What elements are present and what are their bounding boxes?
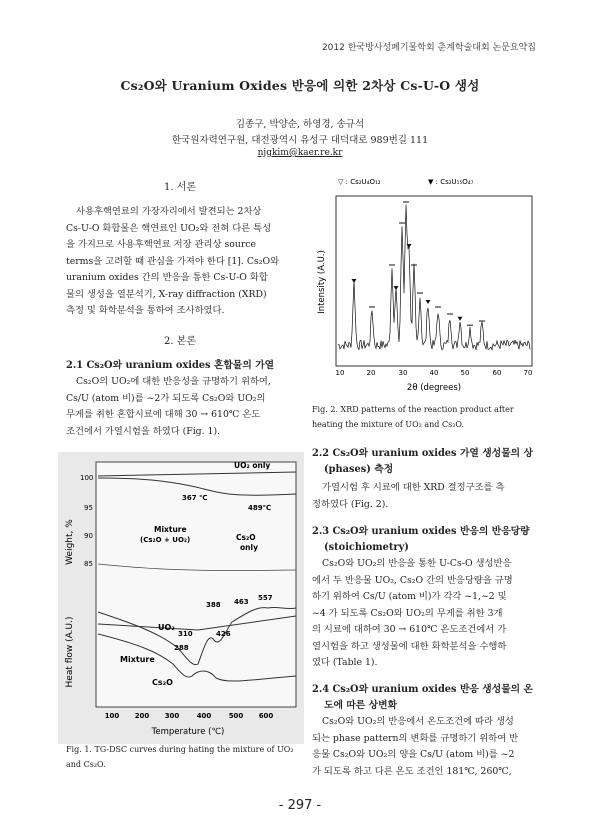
- x-tick-label: 70: [523, 369, 533, 377]
- proceedings-header: 2012 한국방사성폐기물학회 춘계학술대회 논문요약집: [321, 43, 536, 53]
- s23-line: 의 시료에 대하여 30 → 610℃ 온도조건에서 가: [312, 624, 507, 635]
- temp-367-label: 367 ℃: [182, 494, 208, 502]
- x-tick-label: 300: [164, 712, 180, 720]
- uo2-dsc-label: UO₂: [158, 623, 175, 632]
- y-tick-label: 95: [84, 504, 93, 512]
- paper-title: Cs₂O와 Uranium Oxides 반응에 의한 2차상 Cs-U-O 생성: [120, 78, 480, 93]
- section-2-4-heading: [312, 682, 538, 714]
- intro-line: uranium oxides 간의 반응을 통한 Cs-U-O 화합: [66, 272, 268, 283]
- fig1-ylabel-weight: Weight, %: [65, 519, 75, 565]
- section-2-3-heading: [312, 524, 538, 556]
- figure-1-tg-dsc: [58, 452, 304, 744]
- peak-426-label: 426: [216, 630, 231, 638]
- x-tick-label: 60: [492, 369, 502, 377]
- peak-288-label: 288: [174, 644, 189, 652]
- s21-line: Cs/U (atom 비)를 ~2가 되도록 Cs₂O와 UO₂의: [66, 392, 266, 404]
- figure-2-xrd: [310, 172, 536, 394]
- section-2-2-paragraph: [312, 480, 538, 513]
- s24-line: 가 되도록 하고 다른 온도 조건인 181℃, 260℃,: [312, 765, 512, 777]
- s22-heading-line: 2.2 Cs₂O와 uranium oxides 가열 생성물의 상: [312, 448, 534, 459]
- body-heading: 2. 본론: [163, 336, 197, 347]
- only-label: only: [240, 543, 258, 552]
- cs2o-dsc-label: Cs₂O: [152, 678, 173, 687]
- legend-filled-triangle: ▼ : Cs₂U₁₅O₄₇: [428, 178, 474, 186]
- intro-paragraph: [66, 204, 302, 320]
- s24-line: 되는 phase pattern의 변화를 규명하기 위하여 반: [312, 732, 519, 744]
- intro-line: 사용후핵연료의 가장자리에서 발견되는 2차상: [76, 206, 262, 217]
- intro-heading: 1. 서론: [163, 182, 197, 193]
- uo2-only-label: UO₂ only: [234, 461, 271, 470]
- figure-1-caption: [66, 742, 306, 772]
- intro-line: 을 가지므로 사용후핵연료 저장 관리상 source: [66, 239, 256, 250]
- s21-line: 무게를 취한 혼합시료에 대해 30 → 610℃ 온도: [66, 409, 261, 420]
- figure-2-caption-line: Fig. 2. XRD patterns of the reaction product after: [312, 405, 514, 414]
- cs2o-label: Cs₂O: [236, 533, 256, 542]
- phase-markers: [352, 202, 486, 325]
- section-2-2-heading: [312, 446, 538, 478]
- figure-1-caption-line: and Cs₂O.: [66, 760, 106, 769]
- s24-heading-line: 2.4 Cs₂O와 uranium oxides 반응 생성물의 온: [312, 684, 534, 695]
- temp-489-label: 489℃: [248, 504, 272, 512]
- legend-open-triangle: ▽ : Cs₂U₄O₁₂: [338, 178, 381, 186]
- peak-388-label: 388: [206, 601, 221, 609]
- figure-1-caption-line: Fig. 1. TG-DSC curves during hating the mixture of UO₂: [66, 745, 294, 754]
- filled-phase-marker: [458, 317, 463, 321]
- s24-line: 응물 Cs₂O와 UO₂의 양을 Cs/U (atom 비)를 ~2: [312, 749, 515, 760]
- s21-line: 조건에서 가열시험을 하였다 (Fig. 1).: [66, 425, 221, 437]
- s23-line: ~4 가 되도록 Cs₂O와 UO₂의 무게를 취한 3개: [312, 607, 503, 619]
- mixture-formula-label: (Cs₂O + UO₂): [140, 536, 191, 544]
- s23-line: 였다 (Table 1).: [312, 657, 378, 668]
- paper-authors: 김종구, 박양순, 하영경, 송규석: [235, 119, 365, 130]
- filled-phase-marker: [407, 244, 412, 248]
- fig2-ylabel: Intensity (A.U.): [317, 250, 327, 314]
- x-tick-label: 500: [228, 712, 244, 720]
- intro-line: 물의 생성을 열분석기, X-ray diffraction (XRD): [66, 288, 267, 300]
- s23-line: 에서 두 반응물 UO₂, Cs₂O 간의 반응당량을 규명: [312, 574, 513, 586]
- x-tick-label: 400: [196, 712, 212, 720]
- y-tick-label: 90: [84, 532, 93, 540]
- peak-557-label: 557: [258, 594, 273, 602]
- x-tick-label: 600: [258, 712, 274, 720]
- section-2-1-paragraph: [66, 374, 302, 440]
- intro-line: 측정 및 화학분석을 통하여 조사하였다.: [66, 305, 225, 316]
- peak-310-label: 310: [178, 630, 193, 638]
- author-email[interactable]: njgkim@kaer.re.kr: [257, 148, 343, 158]
- s23-heading-line: 2.3 Cs₂O와 uranium oxides 반응의 반응당량: [312, 526, 530, 537]
- s23-line: Cs₂O와 UO₂의 반응을 통한 U-Cs-O 생성반응: [322, 558, 512, 569]
- filled-phase-marker: [426, 300, 431, 304]
- xrd-pattern-line: [338, 205, 530, 350]
- s22-line: 가열시험 후 시료에 대한 XRD 결정구조를 측: [322, 482, 505, 493]
- fig1-xlabel: Temperature (℃): [151, 727, 225, 737]
- mixture-label: Mixture: [154, 525, 187, 534]
- figure-2-plot-frame: [336, 196, 532, 366]
- intro-line: Cs-U-O 화합물은 핵연료인 UO₂와 전혀 다른 특성: [66, 222, 272, 234]
- fig1-ylabel-heatflow: Heat flow (A.U.): [65, 616, 75, 688]
- page-number: - 297 -: [278, 798, 322, 813]
- x-tick-label: 40: [429, 369, 439, 377]
- section-2-3-paragraph: [312, 556, 538, 672]
- s23-line: 열시험을 하고 생성물에 대한 화학분석을 수행하: [312, 640, 507, 652]
- x-tick-label: 10: [335, 369, 345, 377]
- paper-affiliation: 한국원자력연구원, 대전광역시 유성구 대덕대로 989번길 111: [171, 135, 429, 146]
- section-2-4-paragraph: [312, 714, 538, 780]
- y-tick-label: 85: [84, 560, 93, 568]
- s23-heading-line: (stoichiometry): [324, 542, 409, 553]
- x-tick-label: 30: [398, 369, 408, 377]
- x-tick-label: 200: [134, 712, 150, 720]
- fig2-xlabel: 2θ (degrees): [406, 383, 462, 393]
- s24-heading-line: 도에 따른 상변화: [324, 700, 398, 711]
- mixture-dsc-label: Mixture: [120, 655, 155, 664]
- s22-line: 정하였다 (Fig. 2).: [312, 498, 389, 510]
- x-tick-label: 50: [460, 369, 470, 377]
- filled-phase-marker: [352, 279, 357, 283]
- intro-line: terms을 고려할 때 관심을 가져야 한다 [1]. Cs₂O와: [66, 255, 280, 267]
- s21-line: Cs₂O의 UO₂에 대한 반응성을 규명하기 위하여,: [76, 376, 271, 387]
- s24-line: Cs₂O와 UO₂의 반응에서 온도조건에 따라 생성: [322, 716, 514, 727]
- x-tick-label: 20: [366, 369, 376, 377]
- s22-heading-line: (phases) 측정: [324, 464, 394, 475]
- figure-2-caption-line: heating the mixture of UO₂ and Cs₂O.: [312, 420, 465, 429]
- section-2-1-heading: 2.1 Cs₂O와 uranium oxides 혼합물의 가열: [66, 360, 275, 371]
- figure-2-caption: [312, 402, 536, 432]
- filled-phase-marker: [394, 286, 399, 290]
- y-tick-label: 100: [80, 474, 94, 482]
- peak-463-label: 463: [234, 598, 249, 606]
- s23-line: 하기 위하여 Cs/U (atom 비)가 각각 ~1,~2 및: [312, 591, 507, 602]
- x-tick-label: 100: [104, 712, 120, 720]
